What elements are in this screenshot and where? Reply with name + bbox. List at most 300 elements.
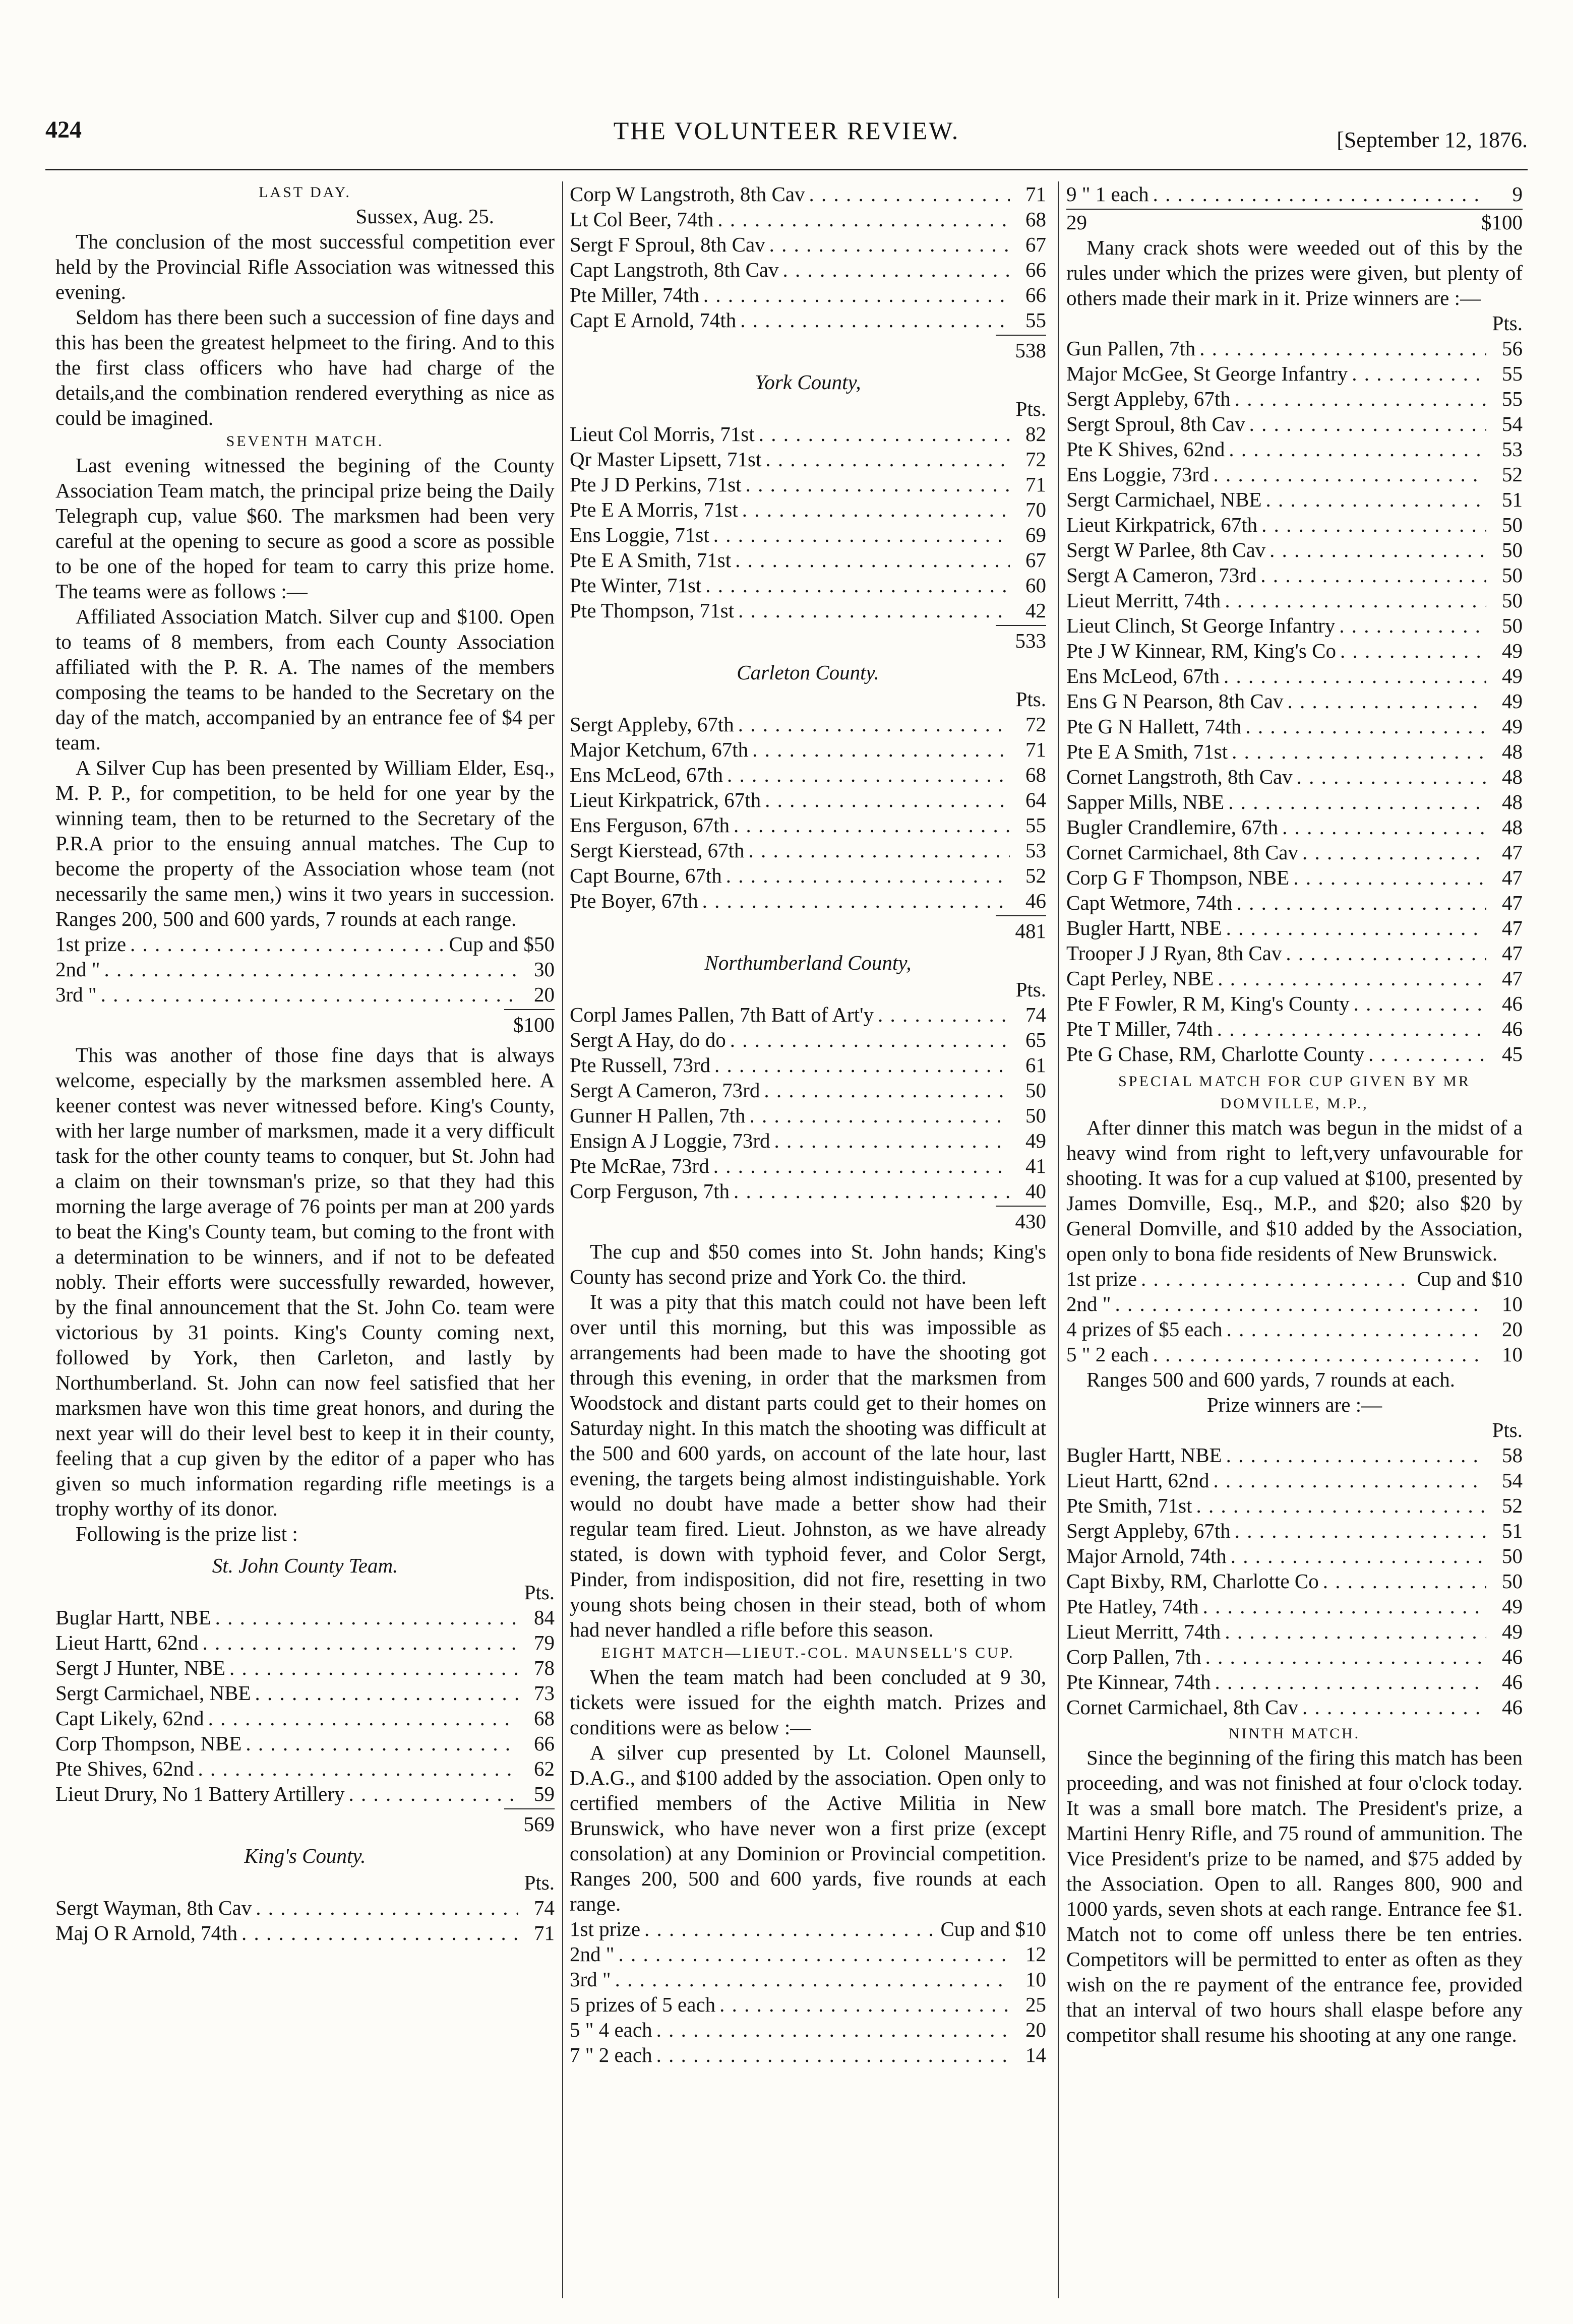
dot-leader bbox=[705, 573, 1010, 598]
dot-leader bbox=[1229, 436, 1486, 462]
score-row-name: Sergt Appleby, 67th bbox=[570, 713, 734, 736]
score-row-value: 50 bbox=[1502, 589, 1523, 612]
score-row-name: Pte E A Smith, 71st bbox=[570, 548, 732, 572]
score-row-value: 82 bbox=[1025, 422, 1046, 446]
dot-leader bbox=[1224, 663, 1486, 688]
dot-leader bbox=[752, 737, 1010, 762]
points-label: Pts. bbox=[1015, 397, 1046, 420]
score-row-name: Bugler Hartt, NBE bbox=[1066, 1443, 1222, 1467]
score-row-name: Pte K Shives, 62nd bbox=[1066, 437, 1225, 461]
score-row bbox=[570, 497, 1046, 522]
score-row-name: Sergt Carmichael, NBE bbox=[1066, 488, 1262, 511]
dot-leader bbox=[656, 2017, 1010, 2042]
score-row bbox=[570, 787, 1046, 812]
score-row bbox=[570, 888, 1046, 913]
score-row-name: Capt Wetmore, 74th bbox=[1066, 891, 1233, 914]
prize-row-value: 25 bbox=[1025, 1993, 1046, 2016]
dot-leader bbox=[1227, 1316, 1486, 1342]
score-row-name: Qr Master Lipsett, 71st bbox=[570, 448, 762, 471]
score-row-name: Sergt Wayman, 8th Cav bbox=[55, 1896, 252, 1919]
prize-row bbox=[55, 957, 555, 982]
prize-row-name: 5 prizes of 5 each bbox=[570, 1993, 716, 2016]
dot-leader bbox=[256, 1895, 518, 1920]
score-row bbox=[1066, 1041, 1523, 1066]
dot-leader bbox=[203, 1630, 518, 1655]
dot-leader bbox=[1235, 386, 1486, 411]
score-row bbox=[570, 207, 1046, 232]
dot-leader bbox=[104, 957, 519, 982]
score-row bbox=[1066, 1518, 1523, 1543]
dot-leader bbox=[1352, 361, 1486, 386]
dot-leader bbox=[740, 307, 1010, 333]
score-row bbox=[570, 712, 1046, 737]
score-row-name: Major Ketchum, 67th bbox=[570, 738, 749, 761]
score-row-name: Corp Thompson, NBE bbox=[55, 1732, 242, 1755]
eighth-match-winner-list bbox=[1066, 336, 1523, 1066]
score-row-value: 49 bbox=[1502, 689, 1523, 713]
score-row-name: Ens Loggie, 71st bbox=[570, 523, 709, 546]
score-row-value: 55 bbox=[1502, 362, 1523, 385]
score-row-value: 71 bbox=[1025, 182, 1046, 206]
prize-sum-row bbox=[1066, 209, 1523, 235]
points-label: Pts. bbox=[1492, 1418, 1523, 1441]
dot-leader bbox=[130, 931, 445, 957]
score-row-name: Cornet Langstroth, 8th Cav bbox=[1066, 765, 1293, 788]
score-row bbox=[570, 838, 1046, 863]
score-row bbox=[1066, 537, 1523, 562]
score-row bbox=[1066, 613, 1523, 638]
score-row bbox=[1066, 789, 1523, 814]
dot-leader bbox=[703, 282, 1010, 307]
score-row-name: Corp Ferguson, 7th bbox=[570, 1179, 730, 1203]
score-row bbox=[1066, 1442, 1523, 1468]
paragraph: This was another of those fine days that is always welcome, especially by the marksmen assembled here. A keener contest was never witnessed before. King's County, with her large number of marksmen, made it a very difficult task for the other county teams to conquer, but St. John had a claim on their townsman's prize, so that they had this morning the large average of 76 points per man at 200 yards to beat the King's County team, but coming to the front with a determination to be winners, and if not to be defeated nobly. Their efforts were successfully rewarded, however, by the final announcement that the St. John Co. team were victorious by 31 points. King's County coming next, followed by York, then Carleton, and lastly by Northumberland. St. John can now feel satisfied that her marksmen have won this time great honors, and during the next year will do their level best to keep it in their county, feeling that a cup given by the editor of a paper who has given so much information regarding rifle meetings is a trophy worthy of its donor. bbox=[55, 1043, 555, 1520]
paragraph: Affiliated Association Match. Silver cup and $100. Open to teams of 8 members, from each County Association affiliated with the P. R. A. The names of the members composing the teams to be handed to the Secretary on the day of the match, accompanied by an entrance fee of $4 per team. bbox=[55, 605, 555, 754]
masthead-title: THE VOLUNTEER REVIEW. bbox=[613, 116, 960, 145]
score-row bbox=[1066, 966, 1523, 991]
score-row-value: 66 bbox=[1025, 258, 1046, 281]
score-row-name: Sergt Appleby, 67th bbox=[1066, 1519, 1231, 1542]
paragraph: A Silver Cup has been presented by William Elder, Esq., M. P. P., for competition, to be held for one year by the winning team, then to be returned to the Secretary of the P.R.A prior to the ensuing annual matches. The Cup to become the property of the Association whose team (not necessarily the same men,) wins it two years in succession. Ranges 200, 500 and 600 yards, 7 rounds at each range. bbox=[55, 756, 555, 930]
dot-leader bbox=[713, 522, 1010, 547]
prize-row-name: 5 " 2 each bbox=[1066, 1343, 1149, 1366]
dot-leader bbox=[1115, 1291, 1487, 1316]
prize-row bbox=[1066, 1291, 1523, 1316]
score-row-name: Sergt A Hay, do do bbox=[570, 1028, 726, 1051]
score-row bbox=[1066, 436, 1523, 462]
score-row bbox=[55, 1630, 555, 1655]
score-row bbox=[1066, 991, 1523, 1016]
prize-row bbox=[570, 1941, 1046, 1967]
score-row-name: Corp W Langstroth, 8th Cav bbox=[570, 182, 805, 206]
paragraph: Seldom has there been such a succession of fine days and this has been the greatest helpmeet to the firing. And to this the first class officers who have had charge of the details,and the combination rendered everything as nice as could be imagined. bbox=[55, 305, 555, 429]
score-row-name: Sergt W Parlee, 8th Cav bbox=[1066, 538, 1266, 561]
score-row-value: 65 bbox=[1025, 1028, 1046, 1051]
score-row-name: Pte F Fowler, R M, King's County bbox=[1066, 992, 1350, 1015]
score-row-name: Pte G Chase, RM, Charlotte County bbox=[1066, 1042, 1365, 1065]
paragraph: When the team match had been concluded at 9 30, tickets were issued for the eighth match. Prizes and conditions were as below :— bbox=[570, 1665, 1046, 1739]
prize-row-value: 20 bbox=[1025, 2018, 1046, 2041]
score-row-name: Maj O R Arnold, 74th bbox=[55, 1921, 238, 1944]
dot-leader bbox=[735, 547, 1010, 573]
prize-row-name: 9 " 1 each bbox=[1066, 182, 1149, 206]
score-row-value: 71 bbox=[1025, 473, 1046, 496]
score-row-name: Sergt Carmichael, NBE bbox=[55, 1681, 251, 1705]
score-row-name: Capt Bixby, RM, Charlotte Co bbox=[1066, 1569, 1319, 1593]
prize-money-total: $100 bbox=[1481, 211, 1523, 234]
score-row-name: Pte Miller, 74th bbox=[570, 283, 699, 306]
dot-leader bbox=[1237, 890, 1486, 915]
carleton-county-score-list bbox=[570, 712, 1046, 913]
score-row-name: Ensign A J Loggie, 73rd bbox=[570, 1129, 770, 1152]
dot-leader bbox=[1339, 613, 1486, 638]
prize-row-name: 7 " 2 each bbox=[570, 2043, 652, 2066]
score-row-value: 64 bbox=[1025, 788, 1046, 811]
seventh-match-heading: SEVENTH MATCH. bbox=[226, 433, 384, 450]
dot-leader bbox=[1323, 1568, 1486, 1594]
prize-row bbox=[1066, 1316, 1523, 1342]
prize-row bbox=[570, 2017, 1046, 2042]
score-row bbox=[570, 573, 1046, 598]
prize-row-value: Cup and $10 bbox=[1417, 1267, 1523, 1290]
score-row-value: 62 bbox=[534, 1757, 555, 1780]
score-row-value: 78 bbox=[534, 1656, 555, 1679]
score-row-name: Sapper Mills, NBE bbox=[1066, 790, 1225, 813]
dot-leader bbox=[1232, 739, 1486, 764]
score-row-name: Lieut Col Morris, 71st bbox=[570, 422, 755, 446]
score-row-name: Capt Perley, NBE bbox=[1066, 967, 1214, 990]
dot-leader bbox=[1302, 1694, 1486, 1720]
score-row-value: 50 bbox=[1502, 1544, 1523, 1567]
score-row bbox=[1066, 764, 1523, 789]
dateline: Sussex, Aug. 25. bbox=[355, 205, 494, 228]
score-row-value: 50 bbox=[1502, 614, 1523, 637]
score-row bbox=[1066, 411, 1523, 436]
score-row-name: Corp G F Thompson, NBE bbox=[1066, 866, 1290, 889]
score-row bbox=[1066, 336, 1523, 361]
york-county-title: York County, bbox=[755, 370, 861, 394]
score-row-value: 71 bbox=[1025, 738, 1046, 761]
prize-row-name: 1st prize bbox=[55, 932, 127, 956]
score-row-value: 50 bbox=[1502, 1569, 1523, 1593]
dot-leader bbox=[1249, 411, 1486, 436]
score-row bbox=[570, 1027, 1046, 1052]
carleton-county-title: Carleton County. bbox=[737, 661, 879, 684]
score-row bbox=[570, 598, 1046, 623]
dot-leader bbox=[1261, 512, 1486, 537]
special-match-heading: SPECIAL MATCH FOR CUP GIVEN BY MR DOMVILLE, M.P., bbox=[1118, 1073, 1471, 1112]
score-row bbox=[570, 232, 1046, 257]
dot-leader bbox=[726, 863, 1010, 888]
score-row bbox=[55, 1895, 555, 1920]
paragraph: Ranges 500 and 600 yards, 7 rounds at each. bbox=[1086, 1368, 1455, 1391]
st-john-total: 569 bbox=[504, 1808, 555, 1837]
prize-row-name: 3rd " bbox=[570, 1968, 611, 1991]
column-divider-1 bbox=[562, 181, 563, 2298]
points-label: Pts. bbox=[524, 1581, 555, 1604]
score-row-name: Buglar Hartt, NBE bbox=[55, 1606, 211, 1629]
score-row-value: 47 bbox=[1502, 941, 1523, 965]
prize-row-name: 2nd " bbox=[55, 958, 100, 981]
prize-row bbox=[570, 1967, 1046, 1992]
score-row bbox=[1066, 1568, 1523, 1594]
score-row-value: 79 bbox=[534, 1631, 555, 1654]
score-row bbox=[1066, 915, 1523, 940]
prize-count-total: 29 bbox=[1066, 211, 1087, 234]
score-row bbox=[570, 1178, 1046, 1204]
score-row-name: Gunner H Pallen, 7th bbox=[570, 1104, 746, 1127]
score-row-value: 47 bbox=[1502, 891, 1523, 914]
score-row bbox=[570, 863, 1046, 888]
score-row-name: Pte J W Kinnear, RM, King's Co bbox=[1066, 639, 1336, 662]
prize-row bbox=[1066, 1342, 1523, 1367]
score-row-name: Pte J D Perkins, 71st bbox=[570, 473, 742, 496]
score-row-name: Pte McRae, 73rd bbox=[570, 1154, 709, 1177]
score-row-name: Corpl James Pallen, 7th Batt of Art'y bbox=[570, 1003, 874, 1026]
score-row-value: 72 bbox=[1025, 713, 1046, 736]
prize-row bbox=[55, 931, 555, 957]
score-row-value: 41 bbox=[1025, 1154, 1046, 1177]
dot-leader bbox=[348, 1781, 518, 1806]
dot-leader bbox=[1225, 1619, 1486, 1644]
score-row-name: Lieut Drury, No 1 Battery Artillery bbox=[55, 1782, 345, 1805]
prize-row bbox=[1066, 181, 1523, 207]
prize-row-name: 3rd " bbox=[55, 983, 97, 1006]
score-row-name: Major McGee, St George Infantry bbox=[1066, 362, 1348, 385]
dot-leader bbox=[1245, 714, 1486, 739]
dot-leader bbox=[738, 712, 1010, 737]
score-row bbox=[570, 737, 1046, 762]
score-row-name: Lt Col Beer, 74th bbox=[570, 208, 714, 231]
score-row bbox=[570, 1078, 1046, 1103]
dot-leader bbox=[255, 1680, 518, 1706]
special-match-prize-list bbox=[1066, 1266, 1523, 1367]
score-row-value: 55 bbox=[1025, 308, 1046, 332]
score-row bbox=[55, 1731, 555, 1756]
score-row bbox=[1066, 1669, 1523, 1694]
dot-leader bbox=[1266, 487, 1486, 512]
dot-leader bbox=[738, 598, 1010, 623]
eighth-match-heading: EIGHT MATCH—LIEUT.-COL. MAUNSELL'S CUP. bbox=[601, 1645, 1015, 1661]
prize-row-name: 4 prizes of $5 each bbox=[1066, 1317, 1223, 1341]
issue-date: [September 12, 1876. bbox=[1337, 128, 1528, 152]
prize-row-name: 5 " 4 each bbox=[570, 2018, 652, 2041]
score-row bbox=[1066, 1493, 1523, 1518]
dot-leader bbox=[1228, 789, 1486, 814]
score-row-name: Corp Pallen, 7th bbox=[1066, 1645, 1201, 1668]
score-row-value: 56 bbox=[1502, 337, 1523, 360]
score-row-name: Pte E A Smith, 71st bbox=[1066, 740, 1228, 763]
prize-list-cont bbox=[1066, 181, 1523, 207]
score-row-value: 61 bbox=[1025, 1053, 1046, 1077]
paragraph: Many crack shots were weeded out of this by the rules under which the prizes were given, but plenty of others made their mark in it. Prize winners are :— bbox=[1066, 236, 1523, 309]
score-row-value: 48 bbox=[1502, 740, 1523, 763]
score-row-value: 51 bbox=[1502, 1519, 1523, 1542]
prize-row-name: 2nd " bbox=[570, 1942, 615, 1966]
score-row-value: 46 bbox=[1502, 992, 1523, 1015]
column-3 bbox=[1066, 181, 1523, 2047]
paragraph: Since the beginning of the firing this match has been proceeding, and was not finished at four o'clock today. It was a small bore match. The President's prize, a Martini Henry Rifle, and 75 round of ammunition. The Vice President's prize to be named, and $75 added by the Association. Open to all. Ranges 800, 900 and 1000 yards, seven shots at each range. Entrance fee $1. Match not to come off unless there be ten entries. Competitors will be permitted to enter as often as they wish on the re payment of the entrance fee, provided that an interval of two hours shall elaspe before any competitor shall resume his shooting at any one range. bbox=[1066, 1746, 1523, 2046]
points-label: Pts. bbox=[1015, 687, 1046, 711]
score-row-value: 52 bbox=[1025, 864, 1046, 887]
score-row-name: Ens McLeod, 67th bbox=[570, 763, 723, 786]
points-label: Pts. bbox=[524, 1871, 555, 1894]
score-row-value: 59 bbox=[534, 1782, 555, 1805]
score-row-value: 48 bbox=[1502, 790, 1523, 813]
score-row-value: 46 bbox=[1502, 1695, 1523, 1719]
score-row-name: Capt E Arnold, 74th bbox=[570, 308, 737, 332]
score-row bbox=[1066, 840, 1523, 865]
dot-leader bbox=[1141, 1266, 1413, 1291]
score-row bbox=[1066, 865, 1523, 890]
score-row bbox=[570, 1052, 1046, 1078]
score-row-name: Cornet Carmichael, 8th Cav bbox=[1066, 841, 1298, 864]
score-row-name: Pte Boyer, 67th bbox=[570, 889, 698, 912]
score-row bbox=[570, 1103, 1046, 1128]
score-row-name: Lieut Merritt, 74th bbox=[1066, 589, 1221, 612]
score-row-name: Capt Langstroth, 8th Cav bbox=[570, 258, 779, 281]
score-row-value: 72 bbox=[1025, 448, 1046, 471]
score-row bbox=[570, 812, 1046, 838]
dot-leader bbox=[241, 1920, 518, 1945]
northumberland-county-title: Northumberland County, bbox=[704, 951, 912, 974]
score-row-value: 66 bbox=[1025, 283, 1046, 306]
prize-row-name: 1st prize bbox=[570, 1917, 641, 1940]
kings-county-total: 538 bbox=[996, 335, 1046, 363]
dot-leader bbox=[1282, 814, 1486, 840]
page-number: 424 bbox=[45, 116, 82, 143]
prize-row-name: 1st prize bbox=[1066, 1267, 1137, 1290]
points-label: Pts. bbox=[1015, 978, 1046, 1001]
dot-leader bbox=[1218, 966, 1486, 991]
score-row-value: 47 bbox=[1502, 841, 1523, 864]
dot-leader bbox=[1231, 1543, 1486, 1568]
score-row-value: 67 bbox=[1025, 548, 1046, 572]
dot-leader bbox=[615, 1967, 1010, 1992]
score-row-value: 50 bbox=[1025, 1079, 1046, 1102]
score-row bbox=[1066, 1694, 1523, 1720]
score-row bbox=[1066, 638, 1523, 663]
prize-row-value: 20 bbox=[1502, 1317, 1523, 1341]
prize-row-name: 2nd " bbox=[1066, 1292, 1111, 1315]
dot-leader bbox=[1235, 1518, 1486, 1543]
score-row bbox=[1066, 1016, 1523, 1041]
score-row bbox=[55, 1920, 555, 1945]
score-row-name: Bugler Hartt, NBE bbox=[1066, 916, 1222, 939]
score-row-value: 46 bbox=[1502, 1017, 1523, 1040]
dot-leader bbox=[759, 421, 1010, 447]
dot-leader bbox=[246, 1731, 518, 1756]
northumberland-total: 430 bbox=[996, 1206, 1046, 1234]
dot-leader bbox=[1269, 537, 1486, 562]
score-row bbox=[1066, 1619, 1523, 1644]
prize-row-value: 9 bbox=[1512, 182, 1523, 206]
dot-leader bbox=[1226, 1442, 1486, 1468]
score-row-name: Sergt A Cameron, 73rd bbox=[1066, 563, 1257, 587]
score-row-name: Sergt Kierstead, 67th bbox=[570, 839, 745, 862]
score-row bbox=[55, 1756, 555, 1781]
paragraph: A silver cup presented by Lt. Colonel Maunsell, D.A.G., and $100 added by the association. Open only to certified members of the Active Militia in New Brunswick, who have never won a first prize (except consolation) at any Dominion or Provincial competition. Ranges 200, 500 and 600 yards, five rounds at each range. bbox=[570, 1741, 1046, 1915]
dot-leader bbox=[1226, 915, 1486, 940]
dot-leader bbox=[774, 1128, 1010, 1153]
score-row-name: Cornet Carmichael, 8th Cav bbox=[1066, 1695, 1298, 1719]
dot-leader bbox=[215, 1605, 518, 1630]
paragraph: It was a pity that this match could not have been left over until this morning, but this was impossible as arrangements had been made to have the shooting got through this evening, in order that the marksmen from Woodstock and distant parts could get to their homes on Saturday night. In this match the shooting was difficult at the 500 and 600 yards, on account of the late hour, last evening, the targets being almost indistinguishable. York would no doubt have made a better show had their regular team fired. Lieut. Johnston, as we have already stated, is down with typhoid fever, and Color Sergt, Pinder, from indisposition, did not fire, resetting in two young shots being chosen in their stead, both of whom had never handled a rifle before this season. bbox=[570, 1290, 1046, 1641]
kings-county-title: King's County. bbox=[244, 1844, 366, 1867]
score-row-value: 69 bbox=[1025, 523, 1046, 546]
dot-leader bbox=[783, 257, 1010, 282]
score-row bbox=[55, 1680, 555, 1706]
dot-leader bbox=[644, 1916, 936, 1941]
score-row bbox=[570, 447, 1046, 472]
dot-leader bbox=[1217, 1016, 1486, 1041]
score-row-value: 49 bbox=[1502, 715, 1523, 738]
prize-row bbox=[1066, 1266, 1523, 1291]
score-row-value: 49 bbox=[1502, 639, 1523, 662]
score-row bbox=[1066, 512, 1523, 537]
paragraph: Following is the prize list : bbox=[76, 1522, 298, 1545]
score-row bbox=[55, 1605, 555, 1630]
score-row bbox=[55, 1781, 555, 1806]
score-row-name: Sergt F Sproul, 8th Cav bbox=[570, 233, 765, 256]
prize-winners-intro: Prize winners are :— bbox=[1206, 1393, 1382, 1416]
score-row bbox=[1066, 386, 1523, 411]
score-row bbox=[1066, 1543, 1523, 1568]
score-row-name: Bugler Crandlemire, 67th bbox=[1066, 815, 1279, 839]
score-row bbox=[1066, 487, 1523, 512]
score-row bbox=[570, 257, 1046, 282]
score-row-value: 58 bbox=[1502, 1443, 1523, 1467]
dot-leader bbox=[101, 982, 518, 1007]
score-row bbox=[570, 547, 1046, 573]
prize-row bbox=[570, 2042, 1046, 2067]
score-row-value: 49 bbox=[1502, 1620, 1523, 1643]
prize-row-value: 10 bbox=[1025, 1968, 1046, 1991]
paragraph: After dinner this match was begun in the midst of a heavy wind from right to left,very unfavourable for shooting. It was for a cup valued at $100, presented by James Domville, Esq., M.P., and $20; also $20 by General Domville, and $10 added by the Association, open only to bona fide residents of New Brunswick. bbox=[1066, 1116, 1523, 1265]
score-row-name: Pte Smith, 71st bbox=[1066, 1494, 1192, 1517]
score-row-name: Lieut Kirkpatrick, 67th bbox=[570, 788, 761, 811]
paragraph: Last evening witnessed the begining of the County Association Team match, the principal prize being the Daily Telegraph cup, value $60. The marksmen had been very careful at the opening to secure as good a score as possible to be one of the hoped for team to carry this prize home. The teams were as follows :— bbox=[55, 454, 555, 603]
score-row-name: Pte Russell, 73rd bbox=[570, 1053, 711, 1077]
score-row-name: Pte G N Hallett, 74th bbox=[1066, 715, 1242, 738]
score-row-name: Pte Winter, 71st bbox=[570, 574, 702, 597]
score-row bbox=[1066, 462, 1523, 487]
dot-leader bbox=[878, 1002, 1010, 1027]
dot-leader bbox=[1153, 181, 1486, 207]
score-row-value: 51 bbox=[1502, 488, 1523, 511]
score-row-value: 47 bbox=[1502, 866, 1523, 889]
score-row-name: Lieut Hartt, 62nd bbox=[1066, 1469, 1209, 1492]
score-row-value: 68 bbox=[1025, 208, 1046, 231]
score-row-name: Gun Pallen, 7th bbox=[1066, 337, 1196, 360]
score-row bbox=[1066, 1468, 1523, 1493]
dot-leader bbox=[1199, 336, 1486, 361]
score-row bbox=[1066, 588, 1523, 613]
score-row bbox=[570, 282, 1046, 307]
score-row-value: 49 bbox=[1502, 664, 1523, 687]
score-row-value: 84 bbox=[534, 1606, 555, 1629]
score-row-value: 46 bbox=[1502, 1645, 1523, 1668]
score-row bbox=[1066, 361, 1523, 386]
paragraph: The cup and $50 comes into St. John hands; King's County has second prize and York Co. the third. bbox=[570, 1240, 1046, 1288]
prize-row bbox=[570, 1992, 1046, 2017]
dot-leader bbox=[749, 838, 1010, 863]
score-row-value: 68 bbox=[534, 1707, 555, 1730]
page-header bbox=[45, 116, 1528, 164]
score-row-name: Lieut Kirkpatrick, 67th bbox=[1066, 513, 1258, 536]
score-row-name: Trooper J J Ryan, 8th Cav bbox=[1066, 941, 1282, 965]
score-row-value: 71 bbox=[534, 1921, 555, 1944]
